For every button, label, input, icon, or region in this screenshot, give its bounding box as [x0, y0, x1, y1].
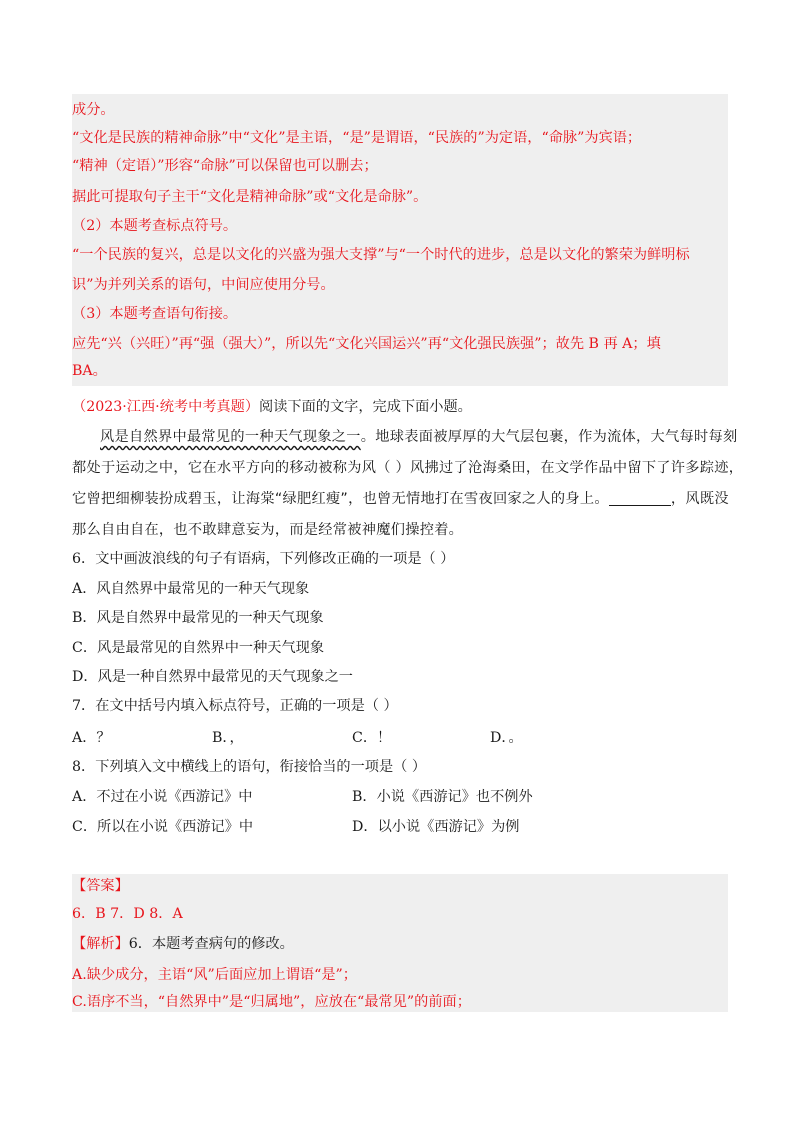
analysis-tag: 【解析】	[72, 936, 129, 952]
analysis-line: 应先“兴（兴旺）”再“强（强大）”，所以先“文化兴国运兴”再“文化强民族强”；故先 B 再 A；填	[72, 336, 661, 352]
question-6-option-d[interactable]: D．风是一种自然界中最常见的天气现象之一	[72, 669, 353, 685]
answer-box	[72, 874, 728, 1012]
question-6-stem: 6．文中画波浪线的句子有语病，下列修改正确的一项是（ ）	[72, 551, 455, 567]
question-8-options-row1	[72, 787, 728, 807]
passage-line	[100, 427, 738, 447]
passage-line: 那么自由自在，也不敢肆意妄为，而是经常被神魔们操控着。	[72, 522, 464, 538]
question-8-option-a[interactable]: A．不过在小说《西游记》中	[72, 789, 253, 805]
answer-values: 6．B 7．D 8．A	[72, 906, 183, 922]
source-instruction: 阅读下面的文字，完成下面小题。	[259, 399, 472, 415]
analysis-line: “一个民族的复兴，总是以文化的兴盛为强大支撑”与“一个时代的进步，总是以文化的繁荣为鲜明标	[72, 247, 690, 263]
analysis-line-c: C.语序不当，“自然界中”是“归属地”，应放在“最常见”的前面；	[72, 994, 471, 1010]
question-source-line	[72, 397, 728, 417]
analysis-line: “文化是民族的精神命脉”中“文化”是主语，“是”是谓语，“民族的”为定语，“命脉”为宾语；	[72, 130, 642, 146]
analysis-first-line	[72, 934, 728, 954]
question-7-option-d[interactable]: D．。	[490, 730, 523, 746]
question-6-option-b[interactable]: B．风是自然界中最常见的一种天气现象	[72, 610, 324, 626]
analysis-line: （2）本题考查标点符号。	[72, 218, 238, 234]
question-7-option-a[interactable]: A．？	[72, 730, 111, 746]
question-7-stem: 7．在文中括号内填入标点符号，正确的一项是（ ）	[72, 698, 398, 714]
analysis-line-a: A.缺少成分，主语“风”后面应加上谓语“是”；	[72, 967, 357, 983]
analysis-line: 据此可提取句子主干“文化是精神命脉”或“文化是命脉”。	[72, 189, 428, 205]
question-7-option-c[interactable]: C．！	[352, 730, 392, 746]
question-8-option-c[interactable]: C．所以在小说《西游记》中	[72, 819, 254, 835]
analysis-line: 识”为并列关系的语句，中间应使用分号。	[72, 277, 335, 293]
question-6-option-c[interactable]: C．风是最常见的自然界中一种天气现象	[72, 640, 325, 656]
analysis-box-top	[72, 94, 728, 386]
question-6-option-a[interactable]: A．风自然界中最常见的一种天气现象	[72, 581, 310, 597]
analysis-line: BA。	[72, 363, 107, 379]
analysis-line: “精神（定语）”形容“命脉”可以保留也可以删去；	[72, 158, 378, 174]
question-8-stem: 8．下列填入文中横线上的语句，衔接恰当的一项是（ ）	[72, 759, 427, 775]
question-8-option-b[interactable]: B．小说《西游记》也不例外	[352, 789, 533, 805]
passage-line: 都处于运动之中，它在水平方向的移动被称为风（ ）风拂过了沧海桑田，在文学作品中留下了许多踪迹，	[72, 460, 744, 476]
answer-heading: 【答案】	[72, 878, 129, 894]
question-8-options-row2	[72, 817, 728, 837]
passage-text: 。地球表面被厚厚的大气层包裹，作为流体，大气每时每刻	[360, 429, 738, 445]
question-7-option-b[interactable]: B．，	[212, 730, 244, 746]
analysis-line: （3）本题考查语句衔接。	[72, 306, 238, 322]
passage-line	[72, 489, 728, 509]
fill-in-blank	[609, 491, 671, 506]
analysis-line: 成分。	[72, 102, 115, 118]
passage-text: ，风既没	[670, 491, 729, 507]
wavy-underlined-sentence: 风是自然界中最常见的一种天气现象之一	[100, 429, 361, 445]
question-7-options	[72, 728, 728, 748]
passage-text: 它曾把细柳装扮成碧玉，让海棠“绿肥红瘦”，也曾无情地打在雪夜回家之人的身上。	[72, 491, 609, 507]
analysis-text: 6．本题考查病句的修改。	[128, 936, 294, 952]
source-tag: （2023·江西·统考中考真题）	[72, 399, 260, 415]
question-8-option-d[interactable]: D．以小说《西游记》为例	[352, 819, 520, 835]
